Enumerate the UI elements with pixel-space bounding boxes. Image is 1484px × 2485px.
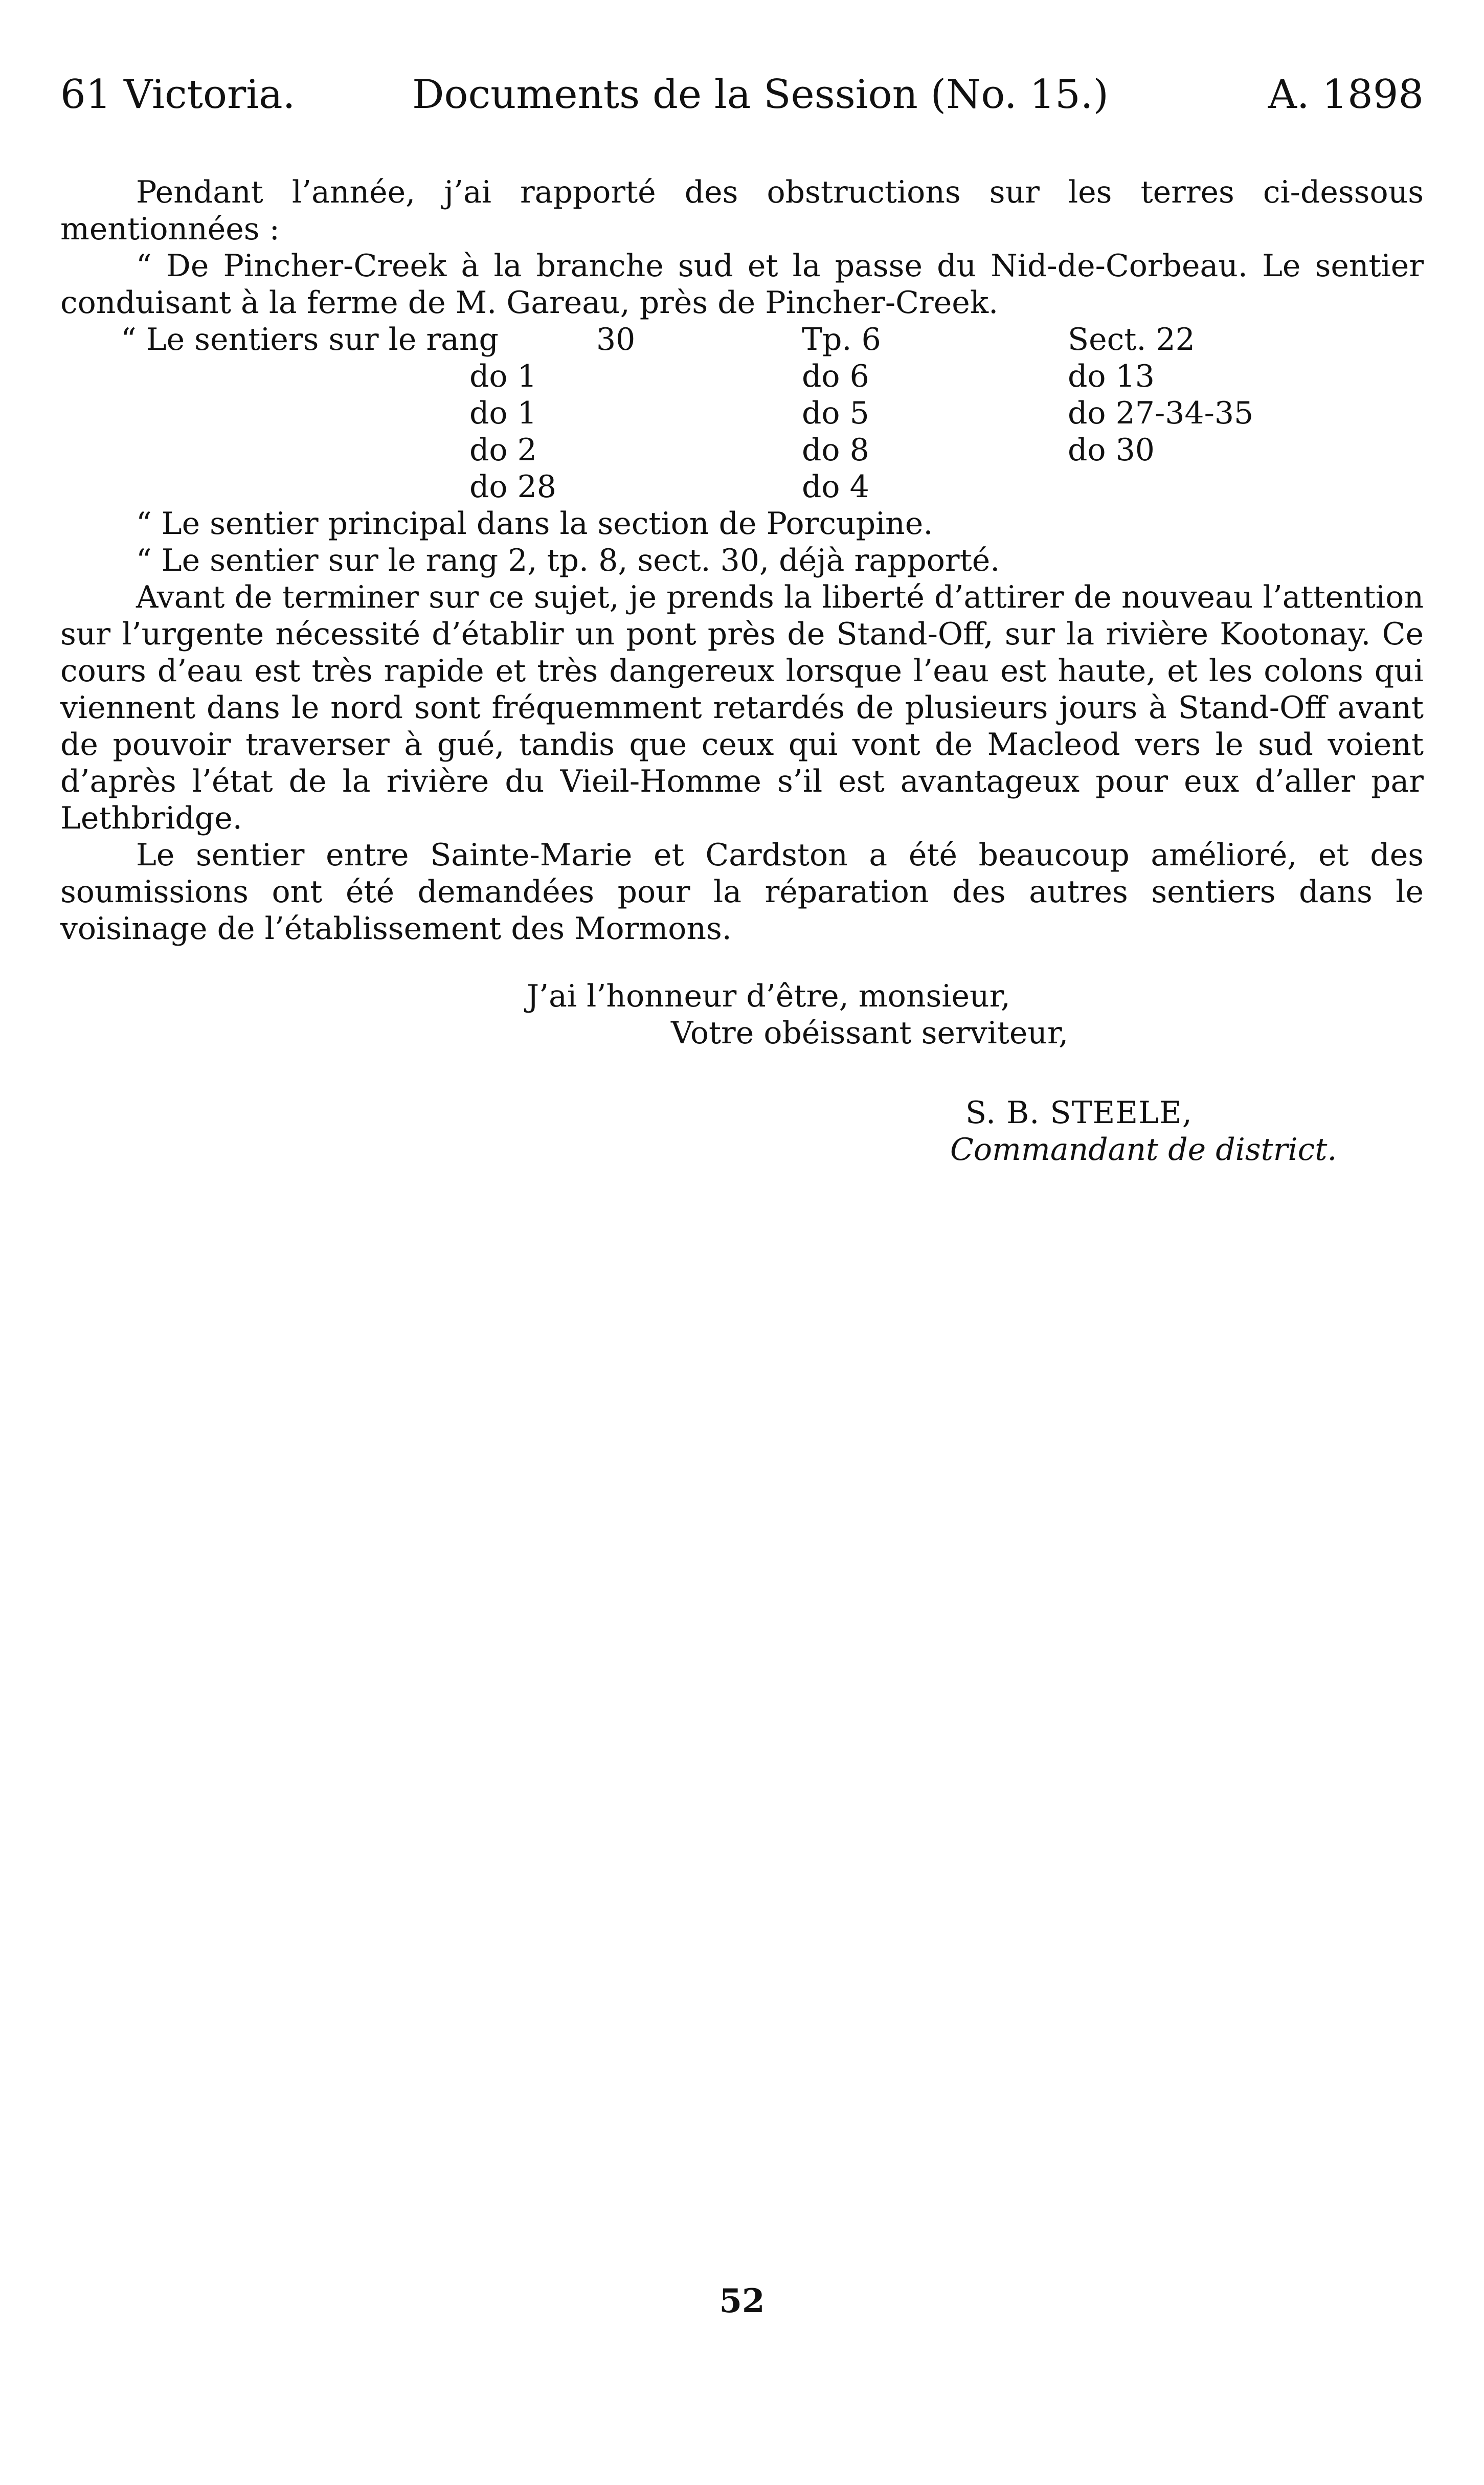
signature-title: Commandant de district. bbox=[950, 1132, 1337, 1168]
table-cell: do 1 bbox=[469, 395, 537, 431]
table-cell: do 28 bbox=[469, 469, 556, 505]
table-cell: do 4 bbox=[802, 469, 869, 505]
paragraph-2: “ De Pincher-Creek à la branche sud et la passe du Nid-de-Corbeau. Le sentier conduisant à la ferme de M. Gareau, près de Pincher-Creek. bbox=[60, 248, 1424, 321]
signature-name: S. B. STEELE, bbox=[965, 1095, 1193, 1131]
table-cell: do 27-34-35 bbox=[1068, 395, 1254, 431]
table-cell: 30 bbox=[596, 322, 636, 357]
table-cell: Sect. 22 bbox=[1068, 322, 1195, 357]
table-cell: do 13 bbox=[1068, 359, 1155, 394]
table-cell: do 2 bbox=[469, 432, 537, 468]
paragraph-6: Le sentier entre Sainte-Marie et Cardston a été beaucoup amélioré, et des soumissions ont été demandées pour la réparation des autres sentiers dans le voisinage de l’établissement des Mormons. bbox=[60, 837, 1424, 947]
paragraph-4: “ Le sentier sur le rang 2, tp. 8, sect. 30, déjà rapporté. bbox=[136, 543, 1000, 578]
page-number: 52 bbox=[719, 2282, 765, 2320]
table-cell: Tp. 6 bbox=[802, 322, 881, 357]
page-header bbox=[60, 66, 1424, 123]
header-right: A. 1898 bbox=[1268, 72, 1424, 118]
table-cell: do 1 bbox=[469, 359, 537, 394]
table-cell: do 5 bbox=[802, 395, 869, 431]
trail-table bbox=[60, 321, 1424, 505]
paragraph-1: Pendant l’année, j’ai rapporté des obstructions sur les terres ci-dessous mentionnées : bbox=[60, 174, 1424, 247]
table-cell: do 6 bbox=[802, 359, 869, 394]
paragraph-3: “ Le sentier principal dans la section de Porcupine. bbox=[136, 506, 933, 542]
closing-line-2: Votre obéissant serviteur, bbox=[671, 1015, 1069, 1051]
table-lead: “ Le sentiers sur le rang bbox=[121, 322, 499, 357]
table-cell: do 30 bbox=[1068, 432, 1155, 468]
body-text bbox=[60, 174, 1424, 947]
header-center: Documents de la Session (No. 15.) bbox=[412, 72, 1109, 118]
table-cell: do 8 bbox=[802, 432, 869, 468]
paragraph-5: Avant de terminer sur ce sujet, je prends la liberté d’attirer de nouveau l’attention sur l’urgente nécessité d’établir un pont près de Stand-Off, sur la rivière Kootonay. Ce cours d’eau est très rapide et très dangereux lorsque l’eau est haute, et les colons qui viennent dans le nord sont fréquemment retardés de plusieurs jours à Stand-Off avant de pouvoir traverser à gué, tandis que ceux qui vont de Macleod vers le sud voient d’après l’état de la rivière du Vieil-Homme s’il est avantageux pour eux d’aller par Lethbridge. bbox=[60, 579, 1424, 836]
header-left: 61 Victoria. bbox=[60, 72, 296, 118]
closing-line-1: J’ai l’honneur d’être, monsieur, bbox=[527, 978, 1010, 1014]
